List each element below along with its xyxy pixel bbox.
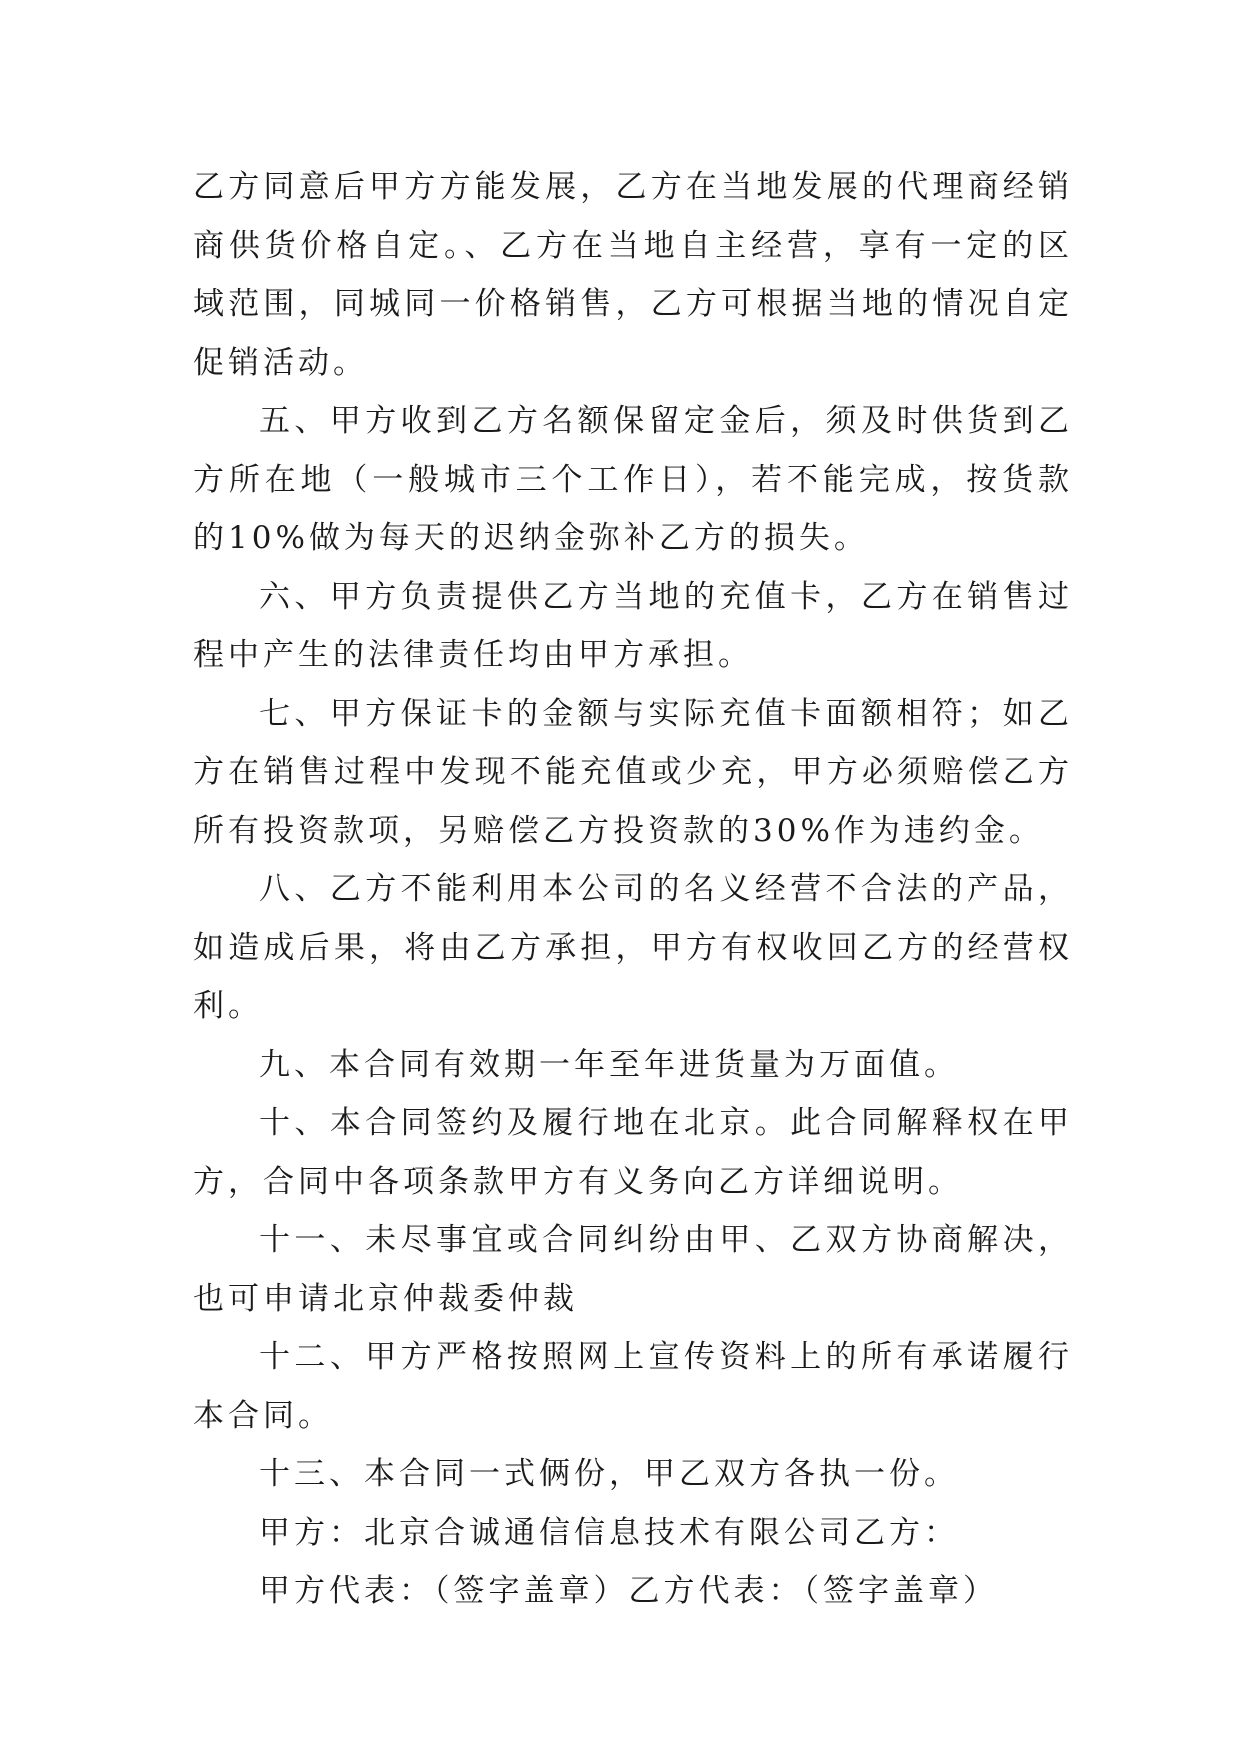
clause-8: 八、乙方不能利用本公司的名义经营不合法的产品，如造成后果，将由乙方承担，甲方有权收回乙方的经营权利。: [193, 871, 1073, 1024]
clause-12: 十二、甲方严格按照网上宣传资料上的所有承诺履行本合同。: [193, 1339, 1073, 1434]
paragraph-continuation: 乙方同意后甲方方能发展，乙方在当地发展的代理商经销商供货价格自定。、乙方在当地自主经营，享有一定的区域范围，同城同一价格销售，乙方可根据当地的情况自定促销活动。: [193, 169, 1073, 381]
clause-11: 十一、未尽事宜或合同纠纷由甲、乙双方协商解决，也可申请北京仲裁委仲裁: [193, 1222, 1073, 1317]
clause-13: 十三、本合同一式俩份，甲乙双方各执一份。: [259, 1456, 959, 1492]
clause-9: 九、本合同有效期一年至年进货量为万面值。: [259, 1046, 959, 1083]
contract-body: [193, 158, 1073, 1621]
clause-5: 五、甲方收到乙方名额保留定金后，须及时供货到乙方所在地（一般城市三个工作日），若不能完成，按货款的10%做为每天的迟纳金弥补乙方的损失。: [193, 403, 1073, 556]
clause-6: 六、甲方负责提供乙方当地的充值卡，乙方在销售过程中产生的法律责任均由甲方承担。: [193, 578, 1073, 673]
signature-parties: 甲方：北京合诚通信信息技术有限公司乙方：: [259, 1514, 959, 1551]
clause-7: 七、甲方保证卡的金额与实际充值卡面额相符；如乙方在销售过程中发现不能充值或少充，甲方必须赔偿乙方所有投资款项，另赔偿乙方投资款的30%作为违约金。: [193, 695, 1073, 849]
signature-representatives: 甲方代表：（签字盖章）乙方代表：（签字盖章）: [259, 1573, 998, 1609]
clause-10: 十、本合同签约及履行地在北京。此合同解释权在甲方，合同中各项条款甲方有义务向乙方详细说明。: [193, 1105, 1073, 1200]
